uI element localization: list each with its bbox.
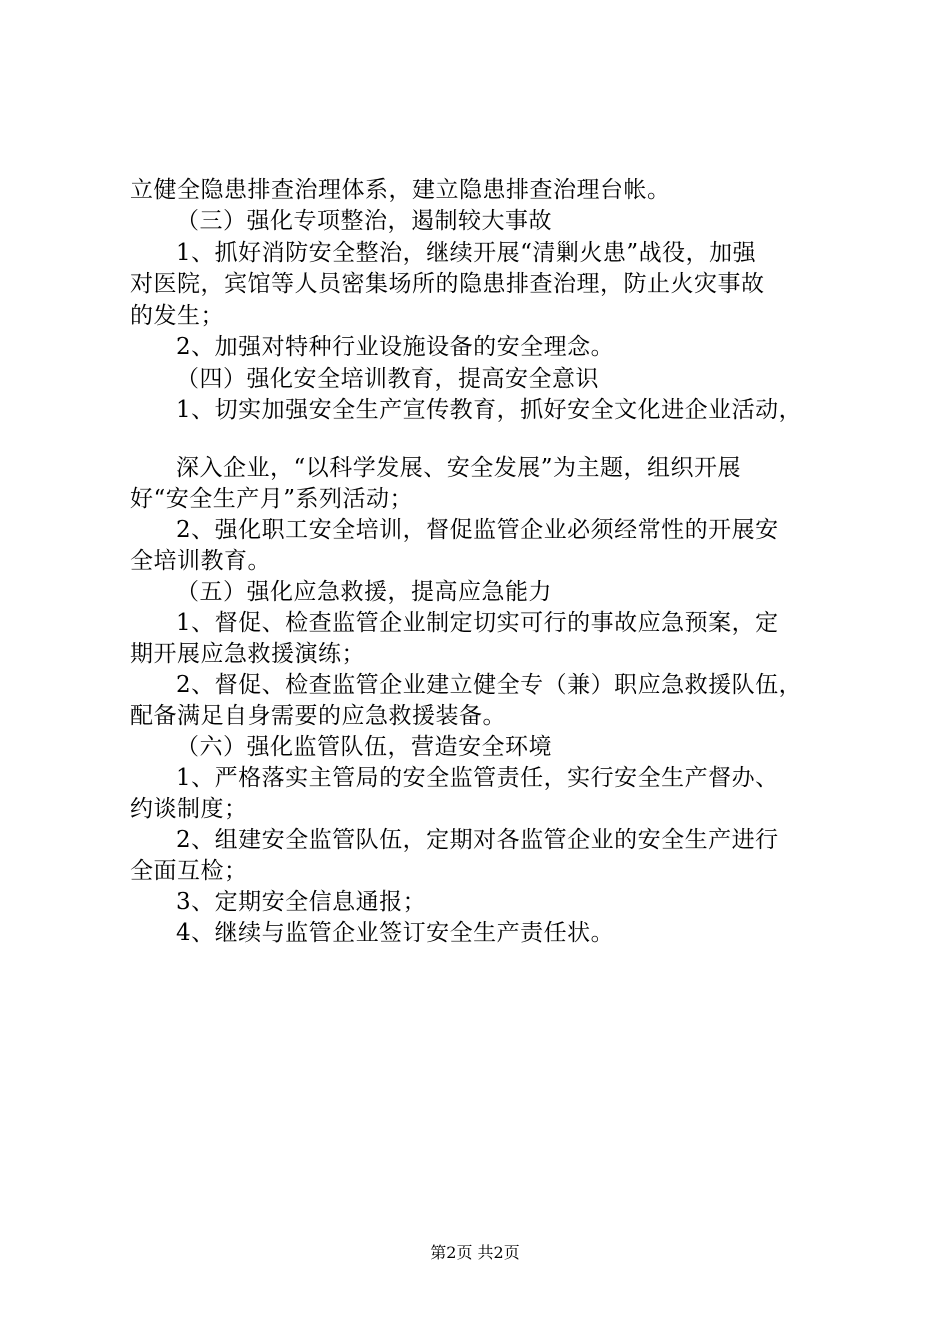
section-heading: （四）强化安全培训教育，提高安全意识 — [176, 366, 599, 392]
text-line: 配备满足自身需要的应急救援装备。 — [130, 703, 506, 729]
text-line: 约谈制度； — [130, 796, 248, 822]
text-line: 4、继续与监管企业签订安全生产责任状。 — [176, 920, 615, 946]
text-line: 1、督促、检查监管企业制定切实可行的事故应急预案，定 — [176, 610, 779, 636]
section-heading: （五）强化应急救援，提高应急能力 — [176, 579, 552, 605]
text-line: 2、强化职工安全培训，督促监管企业必须经常性的开展安 — [176, 517, 779, 543]
section-heading: （六）强化监管队伍，营造安全环境 — [176, 734, 552, 760]
text-line: 1、严格落实主管局的安全监管责任，实行安全生产督办、 — [176, 765, 779, 791]
section-heading: （三）强化专项整治，遏制较大事故 — [176, 208, 552, 234]
text-line: 全培训教育。 — [130, 548, 271, 574]
text-line: 对医院，宾馆等人员密集场所的隐患排查治理，防止火灾事故 — [130, 271, 765, 297]
text-line: 的发生； — [130, 303, 224, 329]
text-line: 3、定期安全信息通报； — [176, 889, 427, 915]
text-line: 期开展应急救援演练； — [130, 641, 365, 667]
text-line: 2、加强对特种行业设施设备的安全理念。 — [176, 334, 615, 360]
page-number-footer: 第2页 共2页 — [430, 1243, 520, 1262]
text-line: 2、组建安全监管队伍，定期对各监管企业的安全生产进行 — [176, 827, 779, 853]
text-line: 1、抓好消防安全整治，继续开展“清剿火患”战役，加强 — [176, 240, 757, 266]
text-line: 深入企业，“以科学发展、安全发展”为主题，组织开展 — [176, 455, 742, 481]
text-line: 全面互检； — [130, 858, 248, 884]
text-line: 2、督促、检查监管企业建立健全专（兼）职应急救援队伍， — [176, 672, 803, 698]
text-line: 立健全隐患排查治理体系，建立隐患排查治理台帐。 — [130, 177, 671, 203]
text-line: 1、切实加强安全生产宣传教育，抓好安全文化进企业活动， — [176, 397, 803, 423]
text-line: 好“安全生产月”系列活动； — [130, 486, 414, 512]
